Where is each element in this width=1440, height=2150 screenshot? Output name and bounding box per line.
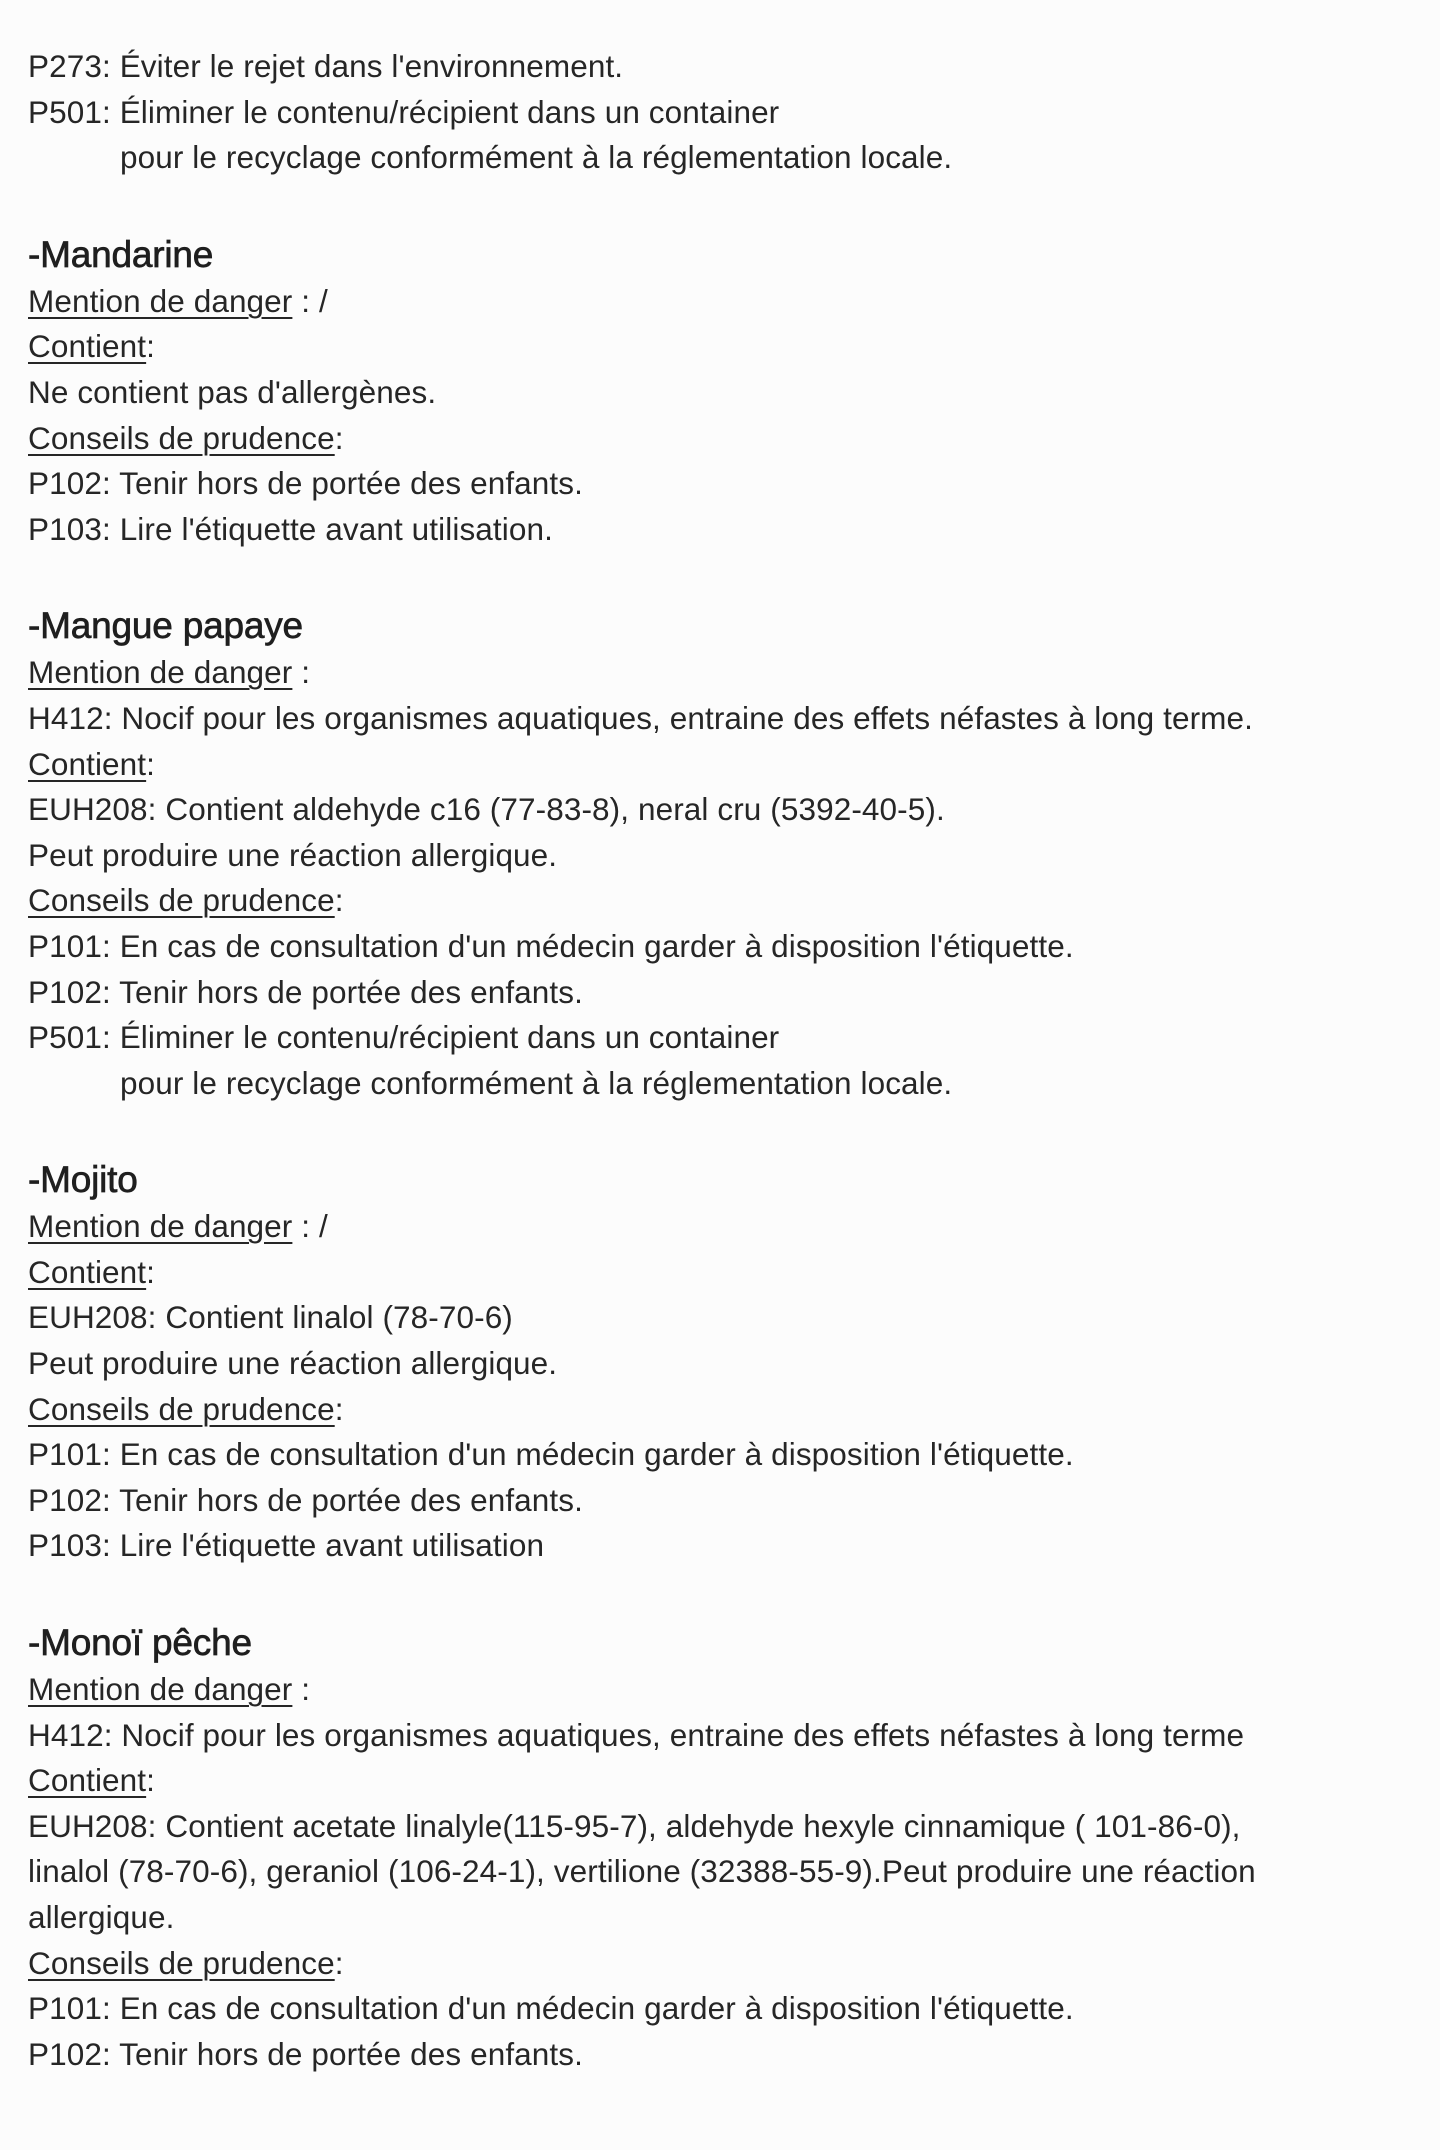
statement-text: Lire l'étiquette avant utilisation. bbox=[119, 510, 553, 547]
statement-code: P101: bbox=[28, 1436, 111, 1473]
advice-line bbox=[28, 1523, 1428, 1569]
contains-line: EUH208: Contient acetate linalyle(115-95-7), aldehyde hexyle cinnamique ( 101-86-0), bbox=[28, 1807, 1241, 1844]
statement-code: P103: bbox=[28, 1527, 111, 1564]
contains-row: Contient: bbox=[28, 1253, 155, 1290]
danger-mention-label: Mention de danger bbox=[28, 282, 293, 319]
danger-mention-value: : bbox=[292, 1671, 311, 1708]
advice-row: Conseils de prudence: bbox=[28, 1390, 344, 1427]
advice-row: Conseils de prudence: bbox=[28, 882, 344, 919]
contains-line: Ne contient pas d'allergènes. bbox=[28, 373, 437, 410]
advice-line bbox=[28, 507, 1428, 553]
danger-mention-label: Mention de danger bbox=[28, 1208, 293, 1245]
statement-text: Éviter le rejet dans l'environnement. bbox=[119, 48, 624, 84]
contains-row: Contient: bbox=[28, 328, 155, 365]
statement-code: P273: bbox=[28, 48, 111, 84]
advice-label: Conseils de prudence bbox=[28, 1944, 335, 1981]
spacer bbox=[28, 1569, 1428, 1619]
advice-line bbox=[28, 1015, 1428, 1061]
contains-line: Peut produire une réaction allergique. bbox=[28, 836, 558, 873]
danger-statement: H412: Nocif pour les organismes aquatiques, entraine des effets néfastes à long terme. bbox=[28, 699, 1253, 736]
contains-row: Contient: bbox=[28, 1762, 155, 1799]
danger-mention-value: : / bbox=[292, 1208, 328, 1245]
advice-line bbox=[28, 970, 1428, 1016]
danger-statement: H412: Nocif pour les organismes aquatiques, entraine des effets néfastes à long terme bbox=[28, 1716, 1245, 1753]
contains-label: Contient bbox=[28, 745, 147, 782]
statement-code: P501: bbox=[28, 1019, 111, 1056]
contains-line: EUH208: Contient aldehyde c16 (77-83-8), neral cru (5392-40-5). bbox=[28, 791, 945, 828]
statement-code: P501: bbox=[28, 93, 111, 130]
intro-line-2-continuation: pour le recyclage conformément à la réglementation locale. bbox=[120, 139, 953, 176]
statement-text: En cas de consultation d'un médecin garder à disposition l'étiquette. bbox=[119, 927, 1074, 964]
contains-label: Contient bbox=[28, 1762, 147, 1799]
product-title: -Monoï pêche bbox=[28, 1622, 252, 1664]
advice-line bbox=[28, 461, 1428, 507]
danger-mention-value: : / bbox=[292, 282, 328, 319]
statement-text: Tenir hors de portée des enfants. bbox=[119, 1481, 583, 1518]
contains-line: linalol (78-70-6), geraniol (106-24-1), vertilione (32388-55-9).Peut produire une réaction bbox=[28, 1853, 1256, 1890]
statement-text: En cas de consultation d'un médecin garder à disposition l'étiquette. bbox=[119, 1990, 1074, 2027]
statement-code: P101: bbox=[28, 927, 111, 964]
spacer bbox=[28, 181, 1428, 231]
statement-code: P101: bbox=[28, 1990, 111, 2027]
contains-row: Contient: bbox=[28, 745, 155, 782]
statement-code: P103: bbox=[28, 510, 111, 547]
danger-mention-row bbox=[28, 650, 1428, 696]
statement-text: Tenir hors de portée des enfants. bbox=[119, 465, 583, 502]
product-title: -Mandarine bbox=[28, 233, 214, 275]
advice-line bbox=[28, 1986, 1428, 2032]
advice-row: Conseils de prudence: bbox=[28, 1944, 344, 1981]
spacer bbox=[28, 552, 1428, 602]
statement-code: P102: bbox=[28, 1481, 111, 1518]
contains-label: Contient bbox=[28, 1253, 147, 1290]
danger-mention-label: Mention de danger bbox=[28, 1671, 293, 1708]
statement-text: En cas de consultation d'un médecin garder à disposition l'étiquette. bbox=[119, 1436, 1074, 1473]
contains-line: allergique. bbox=[28, 1899, 175, 1935]
statement-text: Lire l'étiquette avant utilisation bbox=[119, 1527, 545, 1564]
advice-line-continuation: pour le recyclage conformément à la réglementation locale. bbox=[120, 1064, 953, 1101]
statement-code: P102: bbox=[28, 973, 111, 1010]
statement-text: Tenir hors de portée des enfants. bbox=[119, 973, 583, 1010]
advice-line bbox=[28, 1432, 1428, 1478]
advice-line bbox=[28, 2032, 1428, 2078]
product-section-mandarine bbox=[28, 231, 1428, 553]
statement-text: Éliminer le contenu/récipient dans un container bbox=[119, 93, 780, 130]
contains-label: Contient bbox=[28, 328, 147, 365]
statement-text: Tenir hors de portée des enfants. bbox=[119, 2035, 583, 2072]
advice-row: Conseils de prudence: bbox=[28, 419, 344, 456]
spacer bbox=[28, 1106, 1428, 1156]
statement-code: P102: bbox=[28, 2035, 111, 2072]
contains-line: Peut produire une réaction allergique. bbox=[28, 1345, 558, 1382]
product-section-mojito bbox=[28, 1156, 1428, 1569]
product-section-mangue-papaye bbox=[28, 602, 1428, 1106]
danger-mention-label: Mention de danger bbox=[28, 654, 293, 691]
intro-line-2 bbox=[28, 90, 1428, 136]
product-title: -Mangue papaye bbox=[28, 605, 303, 647]
advice-line bbox=[28, 924, 1428, 970]
danger-mention-row bbox=[28, 1667, 1428, 1713]
advice-line bbox=[28, 1478, 1428, 1524]
danger-mention-row bbox=[28, 279, 1428, 325]
statement-text: Éliminer le contenu/récipient dans un container bbox=[119, 1019, 780, 1056]
intro-line-1 bbox=[28, 44, 1428, 90]
product-title: -Mojito bbox=[28, 1159, 138, 1201]
advice-label: Conseils de prudence bbox=[28, 419, 335, 456]
danger-mention-value: : bbox=[292, 654, 311, 691]
danger-mention-row bbox=[28, 1204, 1428, 1250]
advice-label: Conseils de prudence bbox=[28, 882, 335, 919]
document-page bbox=[28, 44, 1428, 2077]
advice-label: Conseils de prudence bbox=[28, 1390, 335, 1427]
statement-code: P102: bbox=[28, 465, 111, 502]
product-section-monoi-peche bbox=[28, 1619, 1428, 2077]
contains-line: EUH208: Contient linalol (78-70-6) bbox=[28, 1299, 513, 1336]
